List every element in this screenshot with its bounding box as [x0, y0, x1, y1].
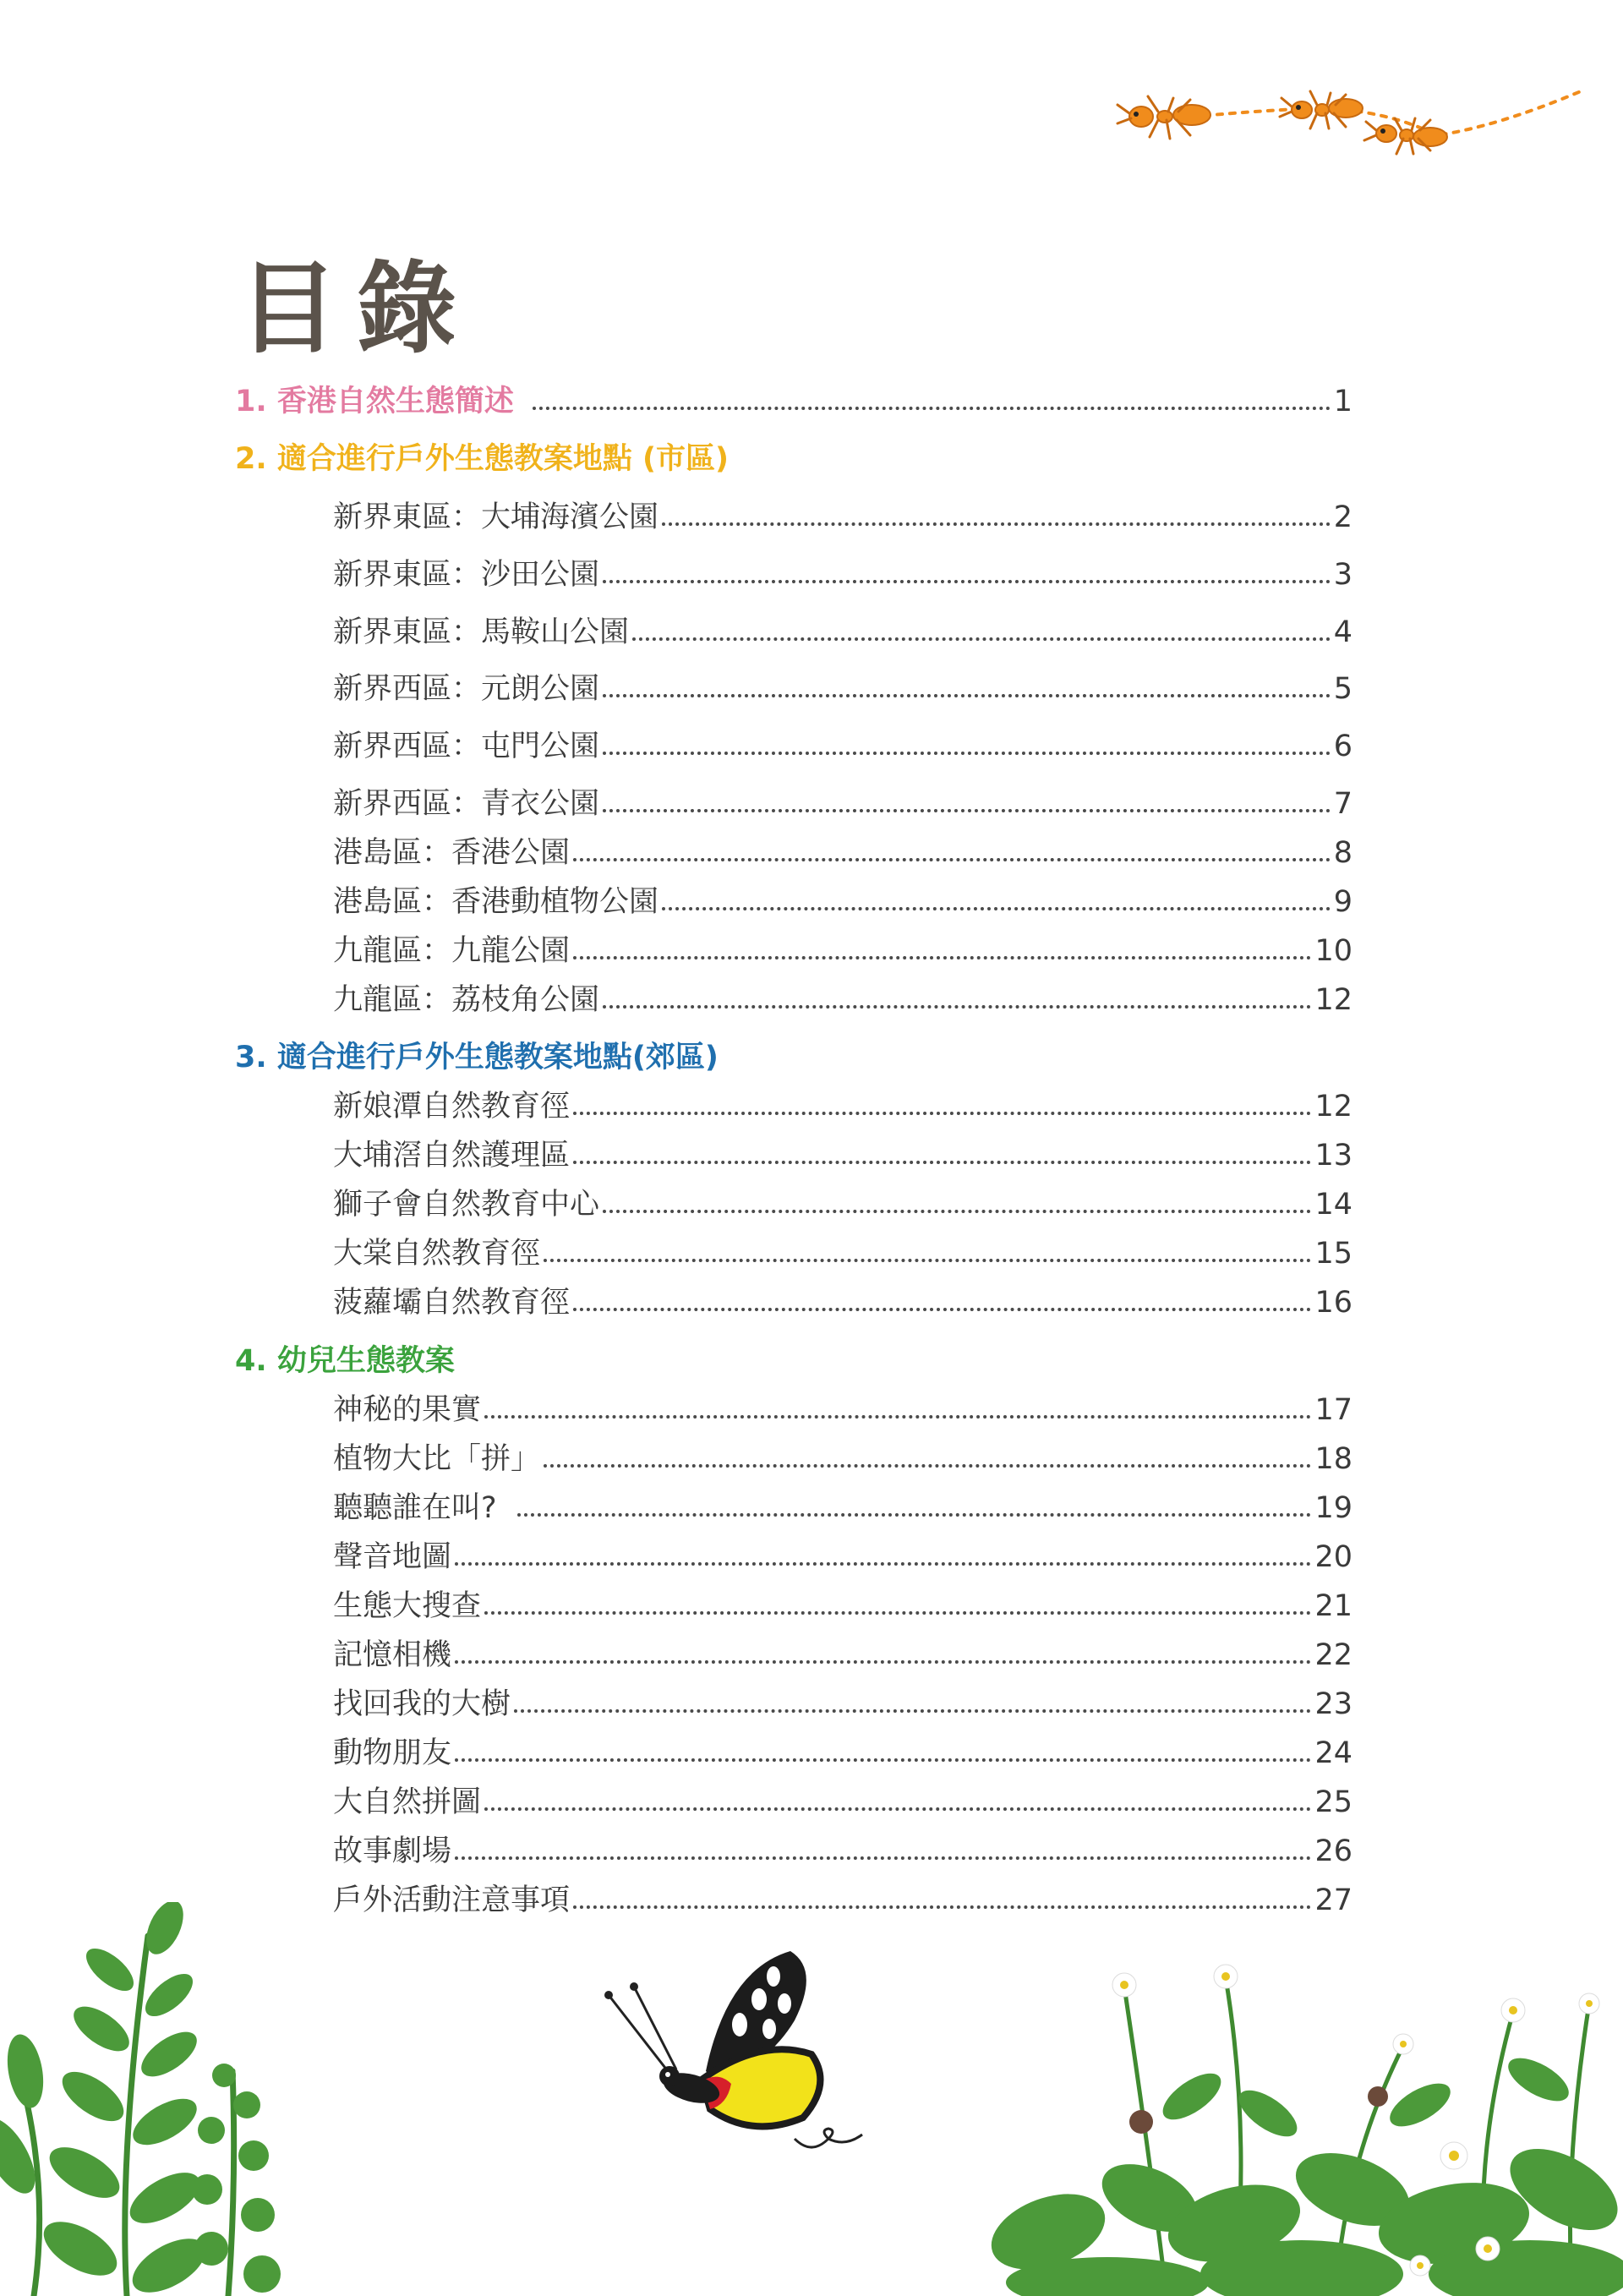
toc-section-4[interactable] [235, 1342, 1352, 1380]
page-title: 目錄 [238, 249, 476, 367]
item-title: 找回我的大樹 [333, 1687, 511, 1721]
toc-item[interactable] [333, 1234, 1352, 1273]
page-number: 1 [1333, 385, 1352, 418]
item-title: 九龍區：九龍公園 [333, 934, 571, 968]
dot-leader [573, 956, 1311, 959]
page-number: 16 [1314, 1286, 1352, 1320]
item-title: 神秘的果實 [333, 1393, 482, 1427]
toc-item[interactable] [333, 555, 1352, 594]
toc-item[interactable] [333, 1283, 1352, 1322]
item-title: 新界東區：沙田公園 [333, 558, 600, 592]
toc-item[interactable] [333, 1685, 1352, 1724]
page-number: 14 [1314, 1188, 1352, 1222]
dot-leader [517, 1513, 1312, 1517]
item-title: 故事劇場 [333, 1834, 452, 1868]
toc-item[interactable] [333, 1783, 1352, 1822]
item-title: 九龍區：荔枝角公園 [333, 983, 600, 1017]
dot-leader [455, 1856, 1311, 1860]
item-title: 獅子會自然教育中心 [333, 1188, 600, 1222]
section-title: 2. 適合進行戶外生態教案地點 (市區) [235, 442, 730, 476]
page-number: 26 [1314, 1834, 1352, 1868]
toc-section-1[interactable] [235, 382, 1352, 421]
page-number: 21 [1314, 1589, 1352, 1623]
toc-item[interactable] [333, 981, 1352, 1020]
page-number: 24 [1314, 1736, 1352, 1770]
toc-item[interactable] [333, 834, 1352, 872]
toc-item[interactable] [333, 1587, 1352, 1626]
dot-leader [455, 1562, 1311, 1566]
item-title: 新娘潭自然教育徑 [333, 1090, 571, 1123]
dot-leader [603, 1005, 1311, 1009]
dot-leader [533, 407, 1331, 410]
dot-leader [603, 1210, 1311, 1213]
toc-section-2[interactable] [235, 440, 1352, 478]
item-title: 大埔滘自然護理區 [333, 1139, 571, 1173]
page-number: 15 [1314, 1237, 1352, 1271]
toc-item[interactable] [333, 1136, 1352, 1175]
dot-leader [514, 1709, 1311, 1713]
dot-leader [455, 1758, 1311, 1762]
item-title: 大自然拼圖 [333, 1785, 482, 1819]
dot-leader [573, 1112, 1311, 1115]
page-number: 3 [1333, 558, 1352, 592]
page-number: 17 [1314, 1393, 1352, 1427]
item-title: 菠蘿壩自然教育徑 [333, 1286, 571, 1320]
page-number: 2 [1333, 500, 1352, 534]
toc-item[interactable] [333, 1087, 1352, 1126]
item-title: 植物大比「拼」 [333, 1442, 541, 1476]
toc-item[interactable] [333, 1440, 1352, 1479]
page-number: 18 [1314, 1442, 1352, 1476]
dot-leader [544, 1259, 1311, 1262]
dot-leader [573, 1308, 1311, 1311]
toc-item[interactable] [333, 498, 1352, 537]
page-number: 20 [1314, 1540, 1352, 1574]
page-number: 10 [1314, 934, 1352, 968]
toc-item[interactable] [333, 1489, 1352, 1528]
section-title: 1. 香港自然生態簡述 [235, 385, 514, 418]
toc-item[interactable] [333, 613, 1352, 652]
page-number: 13 [1314, 1139, 1352, 1173]
toc-item[interactable] [333, 1881, 1352, 1920]
item-title: 港島區：香港動植物公園 [333, 885, 659, 919]
dot-leader [603, 752, 1331, 755]
page-number: 4 [1333, 615, 1352, 649]
dot-leader [662, 907, 1331, 910]
item-title: 記憶相機 [333, 1638, 452, 1672]
toc-section-3[interactable] [235, 1038, 1352, 1077]
item-title: 新界西區：青衣公園 [333, 787, 600, 821]
page-number: 8 [1333, 836, 1352, 870]
page-number: 22 [1314, 1638, 1352, 1672]
page-number: 25 [1314, 1785, 1352, 1819]
dot-leader [603, 809, 1331, 812]
page-number: 19 [1314, 1491, 1352, 1525]
page-number: 12 [1314, 983, 1352, 1017]
item-title: 聽聽誰在叫? [333, 1491, 497, 1525]
toc-item[interactable] [333, 1391, 1352, 1430]
toc-item[interactable] [333, 932, 1352, 970]
dot-leader [603, 580, 1331, 583]
item-title: 港島區：香港公園 [333, 836, 571, 870]
dot-leader [573, 858, 1331, 861]
dot-leader [484, 1415, 1311, 1419]
toc-item[interactable] [333, 1185, 1352, 1224]
daisy-icon [981, 1944, 1623, 2296]
toc-item[interactable] [333, 1734, 1352, 1773]
dot-leader [662, 522, 1331, 526]
item-title: 動物朋友 [333, 1736, 452, 1770]
toc-item[interactable] [333, 1538, 1352, 1577]
item-title: 生態大搜查 [333, 1589, 482, 1623]
page-number: 7 [1333, 787, 1352, 821]
item-title: 新界西區：屯門公園 [333, 730, 600, 763]
item-title: 新界東區：大埔海濱公園 [333, 500, 659, 534]
item-title: 聲音地圖 [333, 1540, 452, 1574]
item-title: 新界東區：馬鞍山公園 [333, 615, 630, 649]
page-number: 23 [1314, 1687, 1352, 1721]
toc-item[interactable] [333, 1636, 1352, 1675]
page-number: 9 [1333, 885, 1352, 919]
fern-icon [0, 1902, 321, 2296]
toc-item[interactable] [333, 670, 1352, 708]
dot-leader [484, 1807, 1311, 1811]
item-title: 大棠自然教育徑 [333, 1237, 541, 1271]
toc-item[interactable] [333, 883, 1352, 921]
toc-item[interactable] [333, 727, 1352, 766]
item-title: 新界西區：元朗公園 [333, 672, 600, 706]
dot-leader [603, 694, 1331, 697]
dot-leader [484, 1611, 1311, 1615]
dot-leader [455, 1660, 1311, 1664]
page-number: 27 [1314, 1883, 1352, 1917]
dot-leader [573, 1905, 1311, 1909]
page-number: 6 [1333, 730, 1352, 763]
dot-leader [544, 1464, 1311, 1468]
dot-leader [632, 637, 1331, 641]
section-title: 3. 適合進行戶外生態教案地點(郊區) [235, 1041, 719, 1074]
toc-item[interactable] [333, 784, 1352, 823]
section-title: 4. 幼兒生態教案 [235, 1344, 455, 1378]
butterfly-icon [592, 1936, 896, 2189]
page-number: 12 [1314, 1090, 1352, 1123]
dot-leader [573, 1161, 1311, 1164]
toc-item[interactable] [333, 1832, 1352, 1871]
item-title: 戶外活動注意事項 [333, 1883, 571, 1917]
page-number: 5 [1333, 672, 1352, 706]
